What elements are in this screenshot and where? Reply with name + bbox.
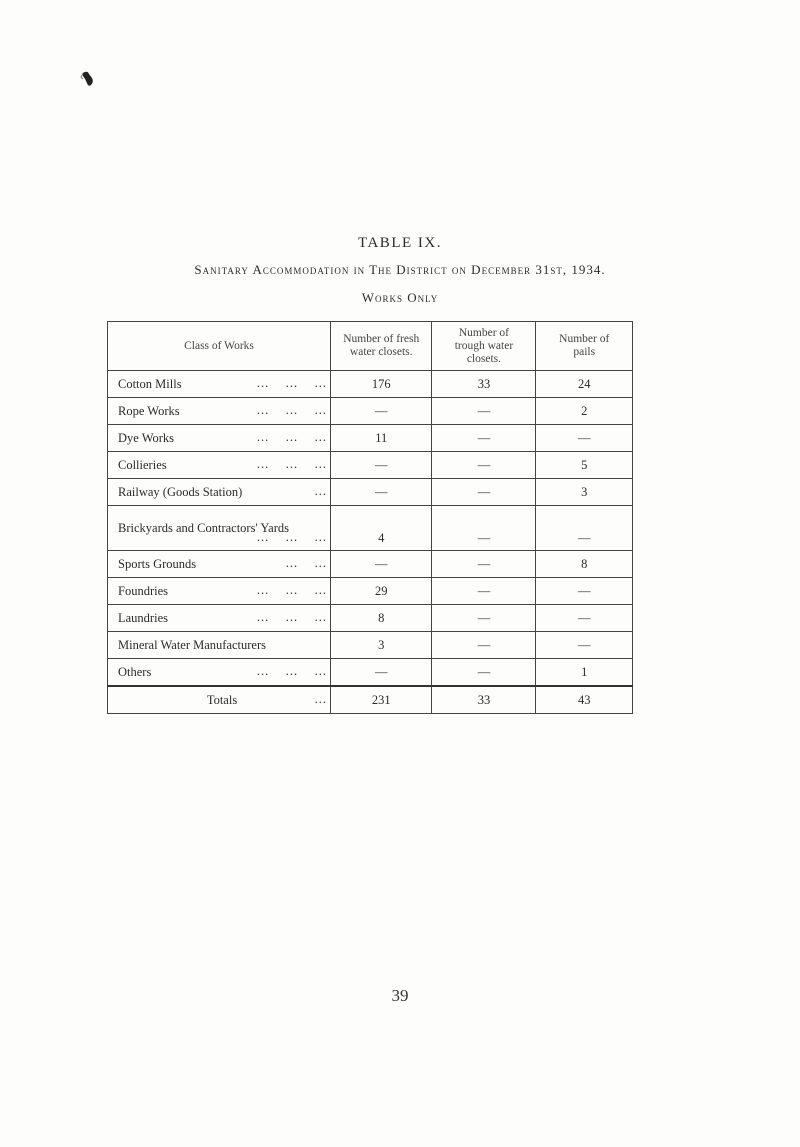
row-fresh: — — [331, 479, 432, 506]
row-trough: — — [432, 452, 536, 479]
row-class: Sports Grounds ... ... — [108, 551, 331, 578]
table-row — [108, 452, 633, 479]
header-class-of-works: Class of Works — [108, 322, 331, 371]
sanitary-accommodation-table — [107, 321, 633, 714]
row-pails: 24 — [536, 371, 633, 398]
row-trough: — — [432, 398, 536, 425]
row-pails: 5 — [536, 452, 633, 479]
header-row — [108, 322, 633, 371]
table-row — [108, 551, 633, 578]
row-trough: — — [432, 479, 536, 506]
row-pails: — — [536, 425, 633, 452]
header-trough-water-closets: Number of trough water closets. — [432, 322, 536, 371]
row-trough: — — [432, 506, 536, 551]
row-fresh: 176 — [331, 371, 432, 398]
totals-trough: 33 — [432, 686, 536, 714]
table-subtitle: Sanitary Accommodation in The District on December 31st, 1934. — [194, 262, 606, 277]
row-class: Rope Works ... ... ... — [108, 398, 331, 425]
row-pails: 1 — [536, 659, 633, 687]
table-row — [108, 425, 633, 452]
row-fresh: — — [331, 659, 432, 687]
row-class: Dye Works ... ... ... — [108, 425, 331, 452]
row-trough: — — [432, 425, 536, 452]
ink-blot-mark — [80, 70, 96, 88]
row-trough: — — [432, 632, 536, 659]
row-trough: — — [432, 578, 536, 605]
totals-pails: 43 — [536, 686, 633, 714]
row-trough: 33 — [432, 371, 536, 398]
row-class: Collieries ... ... ... — [108, 452, 331, 479]
table-row — [108, 479, 633, 506]
row-pails: — — [536, 632, 633, 659]
table-row — [108, 398, 633, 425]
header-pails: Number of pails — [536, 322, 633, 371]
totals-label: Totals ... — [108, 686, 331, 714]
row-trough: — — [432, 551, 536, 578]
table-row — [108, 506, 633, 551]
table-row — [108, 578, 633, 605]
row-pails: — — [536, 506, 633, 551]
row-class: Foundries ... ... ... — [108, 578, 331, 605]
header-fresh-water-closets: Number of fresh water closets. — [331, 322, 432, 371]
table-row — [108, 371, 633, 398]
row-fresh: — — [331, 452, 432, 479]
table-row — [108, 659, 633, 687]
row-fresh: 3 — [331, 632, 432, 659]
row-pails: 3 — [536, 479, 633, 506]
row-pails: — — [536, 605, 633, 632]
totals-fresh: 231 — [331, 686, 432, 714]
row-class: Laundries ... ... ... — [108, 605, 331, 632]
row-fresh: — — [331, 551, 432, 578]
row-class: Railway (Goods Station) ... — [108, 479, 331, 506]
row-class: Others ... ... ... — [108, 659, 331, 687]
row-trough: — — [432, 605, 536, 632]
row-trough: — — [432, 659, 536, 687]
table-title: TABLE IX. — [358, 235, 442, 251]
page-number: 39 — [391, 986, 409, 1005]
row-class: Cotton Mills ... ... ... — [108, 371, 331, 398]
table-subtitle-works-only: Works Only — [361, 290, 439, 305]
table-row — [108, 605, 633, 632]
row-fresh: 11 — [331, 425, 432, 452]
totals-row — [108, 686, 633, 714]
row-pails: 8 — [536, 551, 633, 578]
row-pails: 2 — [536, 398, 633, 425]
row-pails: — — [536, 578, 633, 605]
row-class: Brickyards and Contractors' Yards ... ... ... — [108, 506, 331, 551]
row-class: Mineral Water Manufacturers — [108, 632, 331, 659]
table-row — [108, 632, 633, 659]
row-fresh: — — [331, 398, 432, 425]
row-fresh: 4 — [331, 506, 432, 551]
row-fresh: 29 — [331, 578, 432, 605]
row-fresh: 8 — [331, 605, 432, 632]
